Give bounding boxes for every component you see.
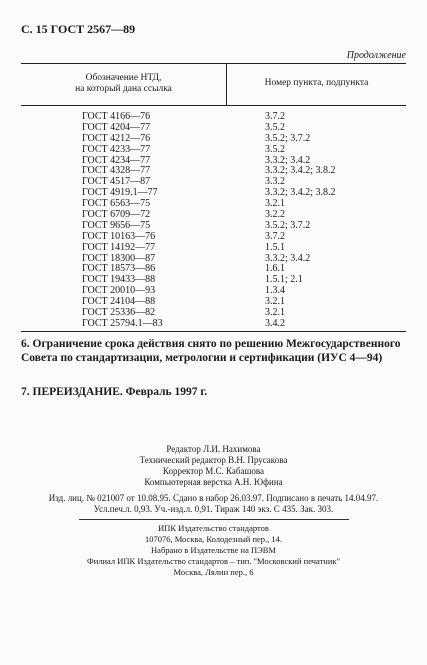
point-numbers: 3.7.2 [265, 111, 285, 122]
point-numbers: 3.2.1 [265, 198, 285, 210]
gost-designation: ГОСТ 4212—76 [82, 132, 151, 144]
gost-designation: ГОСТ 25336—82 [82, 307, 156, 319]
gost-designation: ГОСТ 4234—77 [82, 154, 151, 166]
table-row [21, 319, 406, 330]
table-row [21, 156, 406, 167]
table-row [21, 286, 406, 297]
gost-designation: ГОСТ 4517—87 [82, 176, 151, 188]
point-numbers: 1.3.4 [265, 285, 285, 297]
page-header: С. 15 ГОСТ 2567—89 [21, 22, 136, 36]
table-row [21, 166, 406, 177]
gost-designation: ГОСТ 4204—77 [82, 121, 151, 133]
tech-editor-credit: Технический редактор В.Н. Прусакова [139, 455, 288, 465]
point-numbers: 3.5.2 [265, 121, 285, 133]
table-body [21, 112, 406, 330]
divider-rule [79, 519, 349, 520]
imprint-line: Филиал ИПК Издательство стандартов – тип. "Московский печатник" [87, 556, 340, 566]
col-gost-header-line: Обозначение НТД, [85, 73, 162, 83]
point-numbers: 3.5.2; 3.7.2 [265, 132, 311, 144]
gost-designation: ГОСТ 6563—75 [82, 198, 151, 210]
point-numbers: 3.3.2; 3.4.2 [265, 154, 311, 166]
table-row [21, 112, 406, 123]
layout-credit: Компьютерная верстка А.Н. Юфина [144, 477, 283, 487]
point-numbers: 1.5.1; 2.1 [265, 274, 303, 286]
point-numbers: 3.5.2; 3.7.2 [265, 219, 311, 231]
gost-designation: ГОСТ 4919.1—77 [82, 187, 158, 199]
point-numbers: 1.5.1 [265, 241, 285, 253]
gost-designation: ГОСТ 4328—77 [82, 165, 151, 177]
imprint-line: Москва, Лялин пер., 6 [173, 567, 254, 577]
table-row [21, 243, 406, 254]
corrector-credit: Корректор М.С. Кабашова [162, 466, 265, 476]
col-gost-header [21, 73, 226, 95]
table-row [21, 275, 406, 286]
publishing-info-line: Изд. лиц. № 021007 от 10.08.95. Сдано в набор 26.03.97. Подписано в печать 14.04.97. [48, 493, 379, 503]
point-numbers: 3.4.2 [265, 317, 285, 329]
table-row [21, 123, 406, 134]
point-numbers: 3.2.1 [265, 307, 285, 319]
gost-designation: ГОСТ 19433—88 [82, 274, 156, 286]
gost-designation: ГОСТ 14192—77 [82, 241, 156, 253]
references-table [21, 63, 406, 332]
imprint-line: ИПК Издательство стандартов [158, 523, 269, 533]
point-numbers: 3.7.2 [265, 230, 285, 242]
table-row [21, 188, 406, 199]
table-row [21, 297, 406, 308]
table-row [21, 177, 406, 188]
table-row [21, 308, 406, 319]
point-numbers: 3.3.2; 3.4.2; 3.8.2 [265, 165, 336, 177]
gost-designation: ГОСТ 24104—88 [82, 296, 156, 308]
continuation-label: Продолжение [346, 50, 406, 61]
table-header [21, 64, 406, 106]
table-row [21, 232, 406, 243]
col-points-header: Номер пункта, подпункта [264, 78, 369, 88]
table-row [21, 210, 406, 221]
gost-designation: ГОСТ 25794.1—83 [82, 317, 163, 329]
gost-designation: ГОСТ 9656—75 [82, 219, 151, 231]
point-6: 6. Ограничение срока действия снято по решению Межгосударственного Совета по стандартизации, метрологии и сертификации (ИУС 4—94) [21, 338, 401, 364]
point-numbers: 3.2.1 [265, 296, 285, 308]
gost-designation: ГОСТ 4233—77 [82, 143, 151, 155]
point-numbers: 3.3.2; 3.4.2; 3.8.2 [265, 187, 336, 199]
col-gost-header-line: на который дана ссылка [75, 84, 172, 94]
gost-designation: ГОСТ 4166—76 [82, 111, 151, 122]
gost-designation: ГОСТ 10163—76 [82, 230, 156, 242]
table-row [21, 221, 406, 232]
gost-designation: ГОСТ 18573—86 [82, 263, 156, 275]
gost-designation: ГОСТ 20010—93 [82, 285, 156, 297]
imprint-line: Набрано в Издательстве на ПЭВМ [151, 545, 276, 555]
point-numbers: 3.3.2; 3.4.2 [265, 252, 311, 264]
gost-designation: ГОСТ 6709—72 [82, 209, 151, 221]
table-row [21, 145, 406, 156]
table-row [21, 254, 406, 265]
point-numbers: 1.6.1 [265, 263, 285, 275]
point-numbers: 3.5.2 [265, 143, 285, 155]
point-numbers: 3.2.2 [265, 209, 285, 221]
editor-credit: Редактор Л.И. Нахимова [166, 444, 261, 454]
gost-designation: ГОСТ 18300—87 [82, 252, 156, 264]
point-numbers: 3.3.2 [265, 176, 285, 188]
point-7: 7. ПЕРЕИЗДАНИЕ. Февраль 1997 г. [21, 386, 208, 398]
table-row [21, 134, 406, 145]
imprint-line: 107076, Москва, Колодезный пер., 14. [144, 534, 283, 544]
table-row [21, 264, 406, 275]
table-row [21, 199, 406, 210]
publishing-info-line: Усл.печ.л. 0,93. Уч.-изд.л. 0,91. Тираж 140 экз. С 435. Зак. 303. [93, 504, 334, 514]
